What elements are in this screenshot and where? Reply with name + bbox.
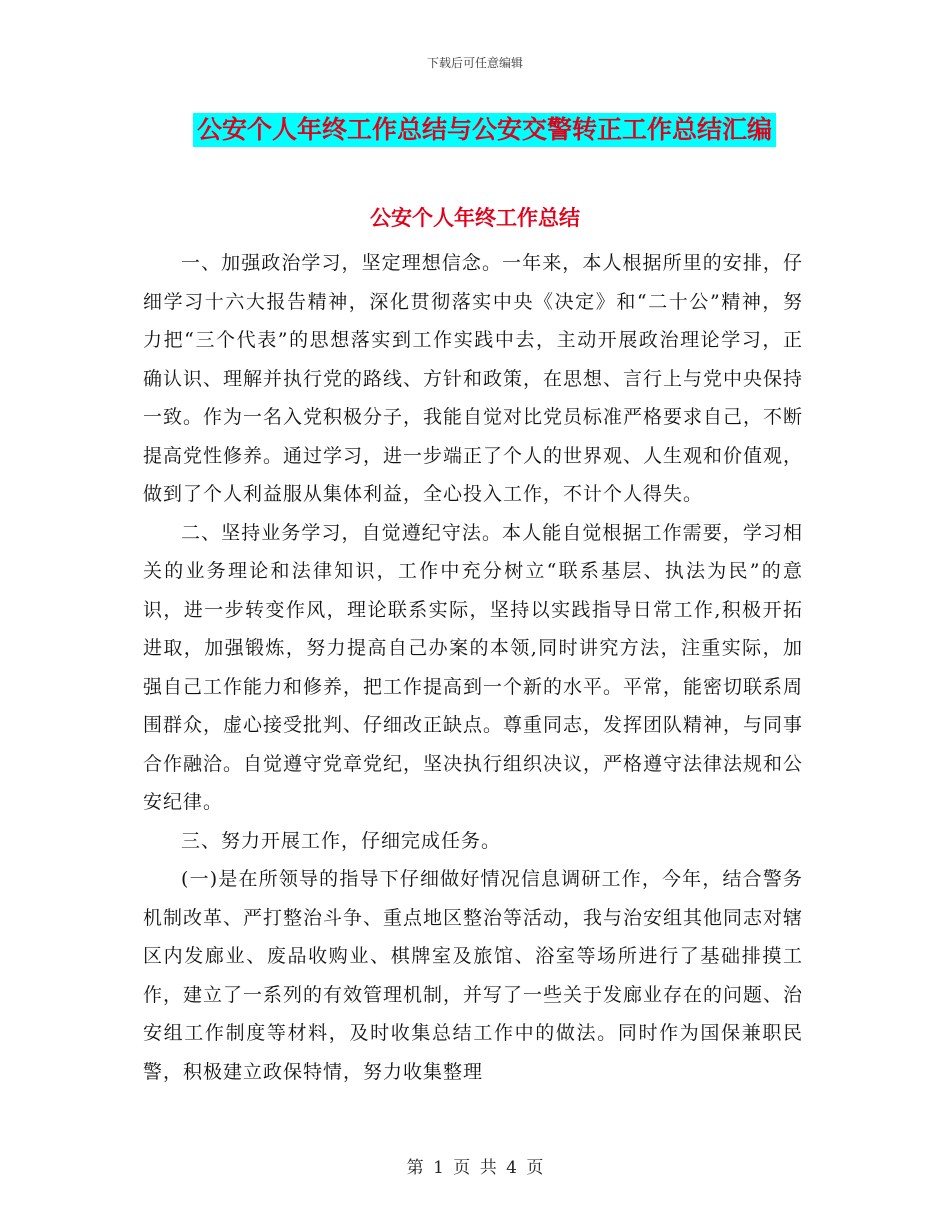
paragraph-work-tasks: 三、努力开展工作，仔细完成任务。 [181,829,502,852]
paragraph-business-study: 二、坚持业务学习，自觉遵纪守法。本人能自觉根据工作需要，学习相关的业务理论和法律知识，工作中充分树立“联系基层、执法为民”的意识，进一步转变作风，理论联系实际，坚持以实践指导日常工作,积极开拓进取，加强锻炼，努力提高自己办案的本领,同时讲究方法，注重实际，加强自己工作能力和修养，把工作提高到一个新的水平。平常，能密切联系周围群众，虚心接受批判、仔细改正缺点。尊重同志，发挥团队精神，与同事合作融洽。自觉遵守党章党纪，坚决执行组织决议，严格遵守法律法规和公安纪律。 [143,521,804,813]
document-main-title: 公安个人年终工作总结与公安交警转正工作总结汇编 [193,113,776,147]
page-footer: 第 1 页 共 4 页 [406,1158,544,1178]
document-body [143,244,803,1091]
paragraph-political-study: 一、加强政治学习，坚定理想信念。一年来，本人根据所里的安排，仔细学习十六大报告精神，深化贯彻落实中央《决定》和“二十公”精神，努力把“三个代表”的思想落实到工作实践中去，主动开展政治理论学习，正确认识、理解并执行党的路线、方针和政策，在思想、言行上与党中央保持一致。作为一名入党积极分子，我能自觉对比党员标准严格要求自己，不断提高党性修养。通过学习，进一步端正了个人的世界观、人生观和价值观，做到了个人利益服从集体利益，全心投入工作，不计个人得失。 [143,252,804,505]
page-header-note: 下载后可任意编辑 [426,56,523,70]
paragraph-investigation-work: (一)是在所领导的指导下仔细做好情况信息调研工作，今年，结合警务机制改革、严打整治斗争、重点地区整治等活动，我与治安组其他同志对辖区内发廊业、废品收购业、棋牌室及旅馆、浴室等场所进行了基础排摸工作，建立了一系列的有效管理机制，并写了一些关于发廊业存在的问题、治安组工作制度等材料，及时收集总结工作中的做法。同时作为国保兼职民警，积极建立政保特情，努力收集整理 [143,868,804,1083]
section-title: 公安个人年终工作总结 [370,205,580,230]
